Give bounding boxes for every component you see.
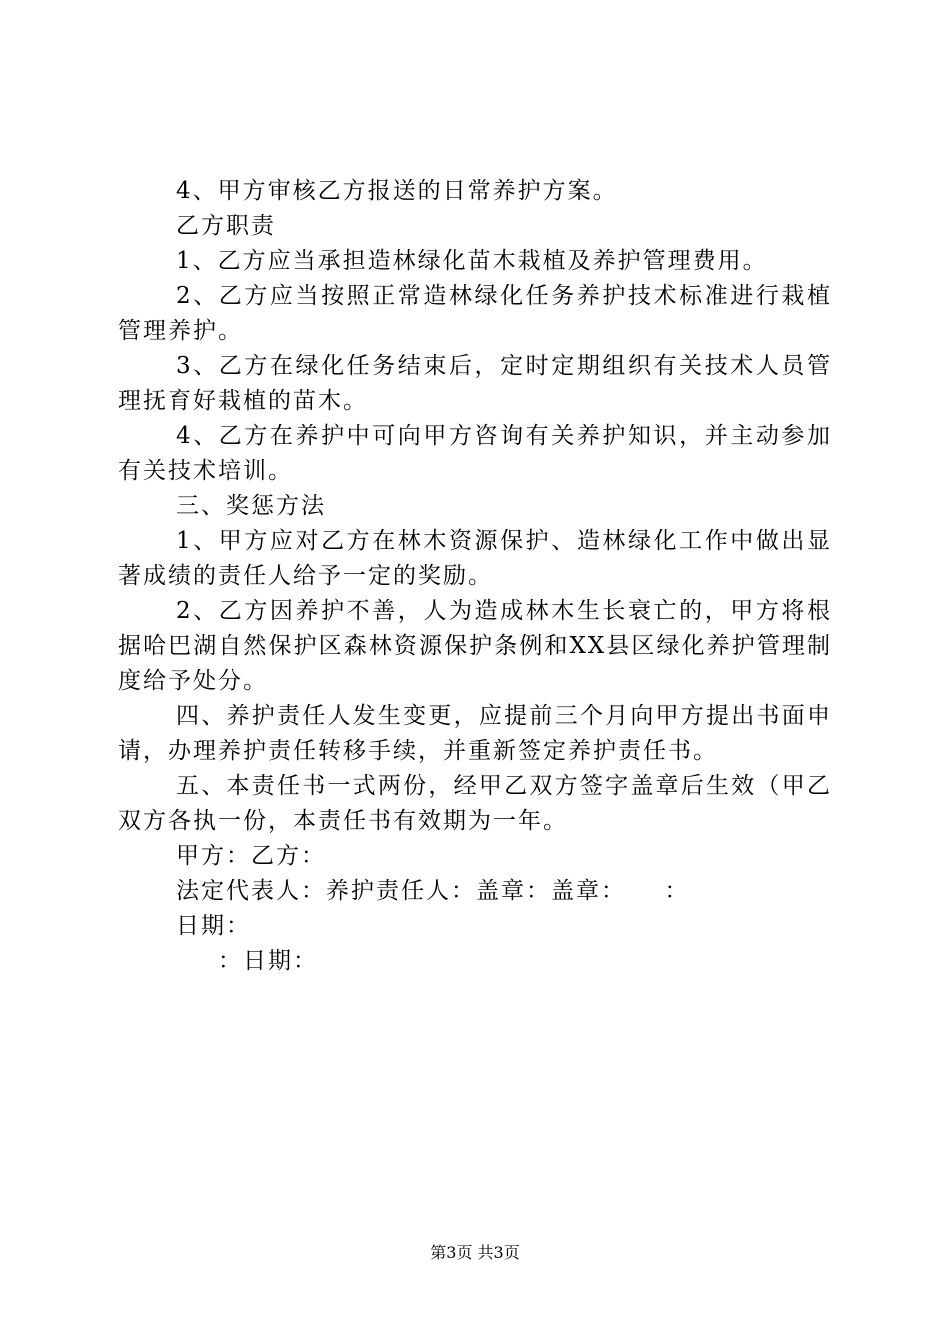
paragraph-duty-4: 4、乙方在养护中可向甲方咨询有关养护知识，并主动参加有关技术培训。 [118,423,832,484]
paragraph-reward-2: 2、乙方因养护不善，人为造成林木生长衰亡的，甲方将根据哈巴湖自然保护区森林资源保护条例和XX县区绿化养护管理制度给予处分。 [118,598,832,694]
paragraph-section-4: 四、养护责任人发生变更，应提前三个月向甲方提出书面申请，办理养护责任转移手续，并重新签定养护责任书。 [118,703,832,764]
section-heading-party-b-duties: 乙方职责 [176,213,276,239]
paragraph-duty-2: 2、乙方应当按照正常造林绿化任务养护技术标准进行栽植管理养护。 [118,283,832,344]
paragraph-section-5: 五、本责任书一式两份，经甲乙双方签字盖章后生效（甲乙双方各执一份，本责任书有效期为一年。 [118,773,832,834]
page-footer: 第3页 共3页 [430,1243,520,1262]
paragraph-duty-3: 3、乙方在绿化任务结束后，定时定期组织有关技术人员管理抚育好栽植的苗木。 [118,353,832,414]
paragraph-reward-1: 1、甲方应对乙方在林木资源保护、造林绿化工作中做出显著成绩的责任人给予一定的奖励。 [118,528,832,589]
signature-date-b: ：日期： [218,948,318,974]
document-body [118,174,832,979]
signature-date-a: 日期： [176,913,251,939]
section-heading-rewards: 三、奖惩方法 [176,493,326,519]
paragraph-duty-1: 1、乙方应当承担造林绿化苗木栽植及养护管理费用。 [176,248,768,274]
signature-parties: 甲方：乙方： [176,843,326,869]
paragraph-review-plan: 4、甲方审核乙方报送的日常养护方案。 [176,178,618,204]
signature-representatives: 法定代表人：养护责任人：盖章：盖章： ： [176,878,690,904]
